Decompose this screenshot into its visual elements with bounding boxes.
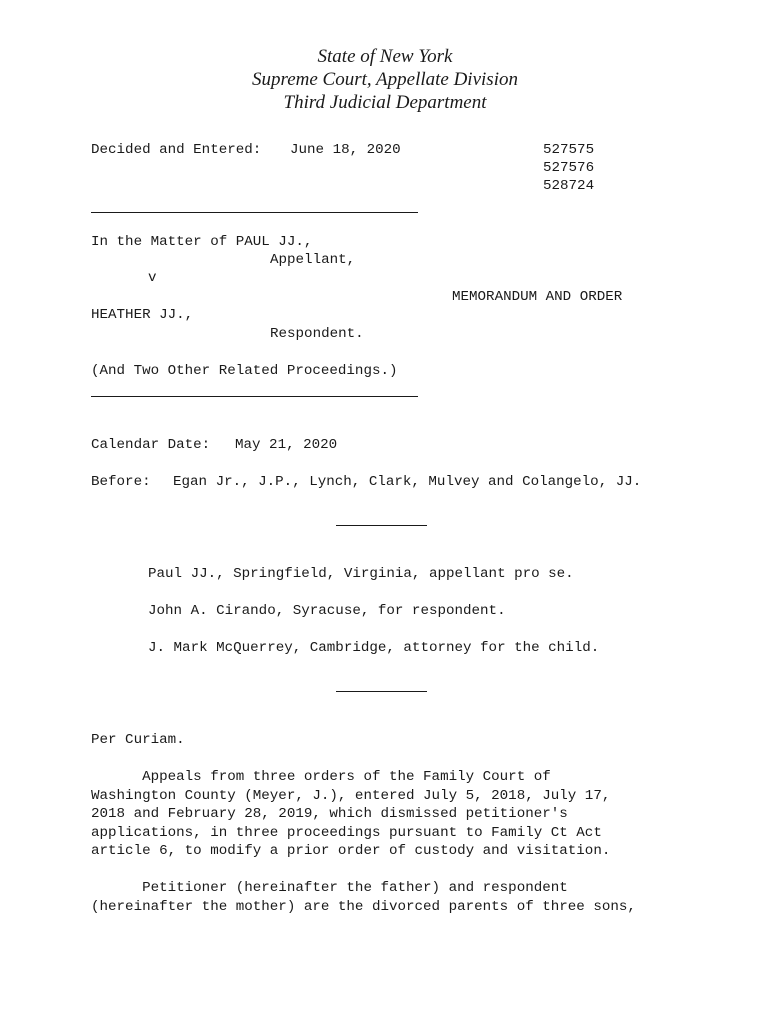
docket-number: 527576	[543, 160, 595, 176]
before-judges: Egan Jr., J.P., Lynch, Clark, Mulvey and Colangelo, JJ.	[173, 474, 642, 490]
paragraph-line: 2018 and February 28, 2019, which dismissed petitioner's	[91, 806, 568, 822]
decided-date: June 18, 2020	[290, 142, 401, 158]
paragraph-line: Petitioner (hereinafter the father) and respondent	[91, 880, 568, 896]
calendar-label: Calendar Date:	[91, 437, 211, 453]
versus: v	[148, 270, 157, 286]
respondent-name: HEATHER JJ.,	[91, 307, 194, 323]
docket-number: 527575	[543, 142, 595, 158]
court-name: Supreme Court, Appellate Division	[252, 69, 518, 90]
caption-top-rule	[91, 212, 418, 213]
court-state: State of New York	[317, 46, 453, 67]
paragraph-line: Appeals from three orders of the Family Court of	[91, 769, 551, 785]
docket-number: 528724	[543, 178, 595, 194]
section-divider	[336, 691, 427, 692]
counsel-line: J. Mark McQuerrey, Cambridge, attorney for the child.	[148, 640, 600, 656]
per-curiam: Per Curiam.	[91, 732, 185, 748]
decided-label: Decided and Entered:	[91, 142, 262, 158]
counsel-line: John A. Cirando, Syracuse, for respondent.	[148, 603, 506, 619]
caption-bottom-rule	[91, 396, 418, 397]
petitioner-role: Appellant,	[270, 252, 356, 268]
related-proceedings: (And Two Other Related Proceedings.)	[91, 363, 398, 379]
section-divider	[336, 525, 427, 526]
paragraph-line: Washington County (Meyer, J.), entered July 5, 2018, July 17,	[91, 788, 611, 804]
paragraph-line: (hereinafter the mother) are the divorced parents of three sons,	[91, 899, 636, 915]
respondent-role: Respondent.	[270, 326, 364, 342]
calendar-date: May 21, 2020	[235, 437, 338, 453]
before-label: Before:	[91, 474, 151, 490]
counsel-line: Paul JJ., Springfield, Virginia, appellant pro se.	[148, 566, 574, 582]
paragraph-line: applications, in three proceedings pursuant to Family Ct Act	[91, 825, 602, 841]
document-type: MEMORANDUM AND ORDER	[452, 289, 623, 305]
court-department: Third Judicial Department	[283, 92, 487, 113]
petitioner-name: In the Matter of PAUL JJ.,	[91, 234, 313, 250]
paragraph-line: article 6, to modify a prior order of custody and visitation.	[91, 843, 611, 859]
